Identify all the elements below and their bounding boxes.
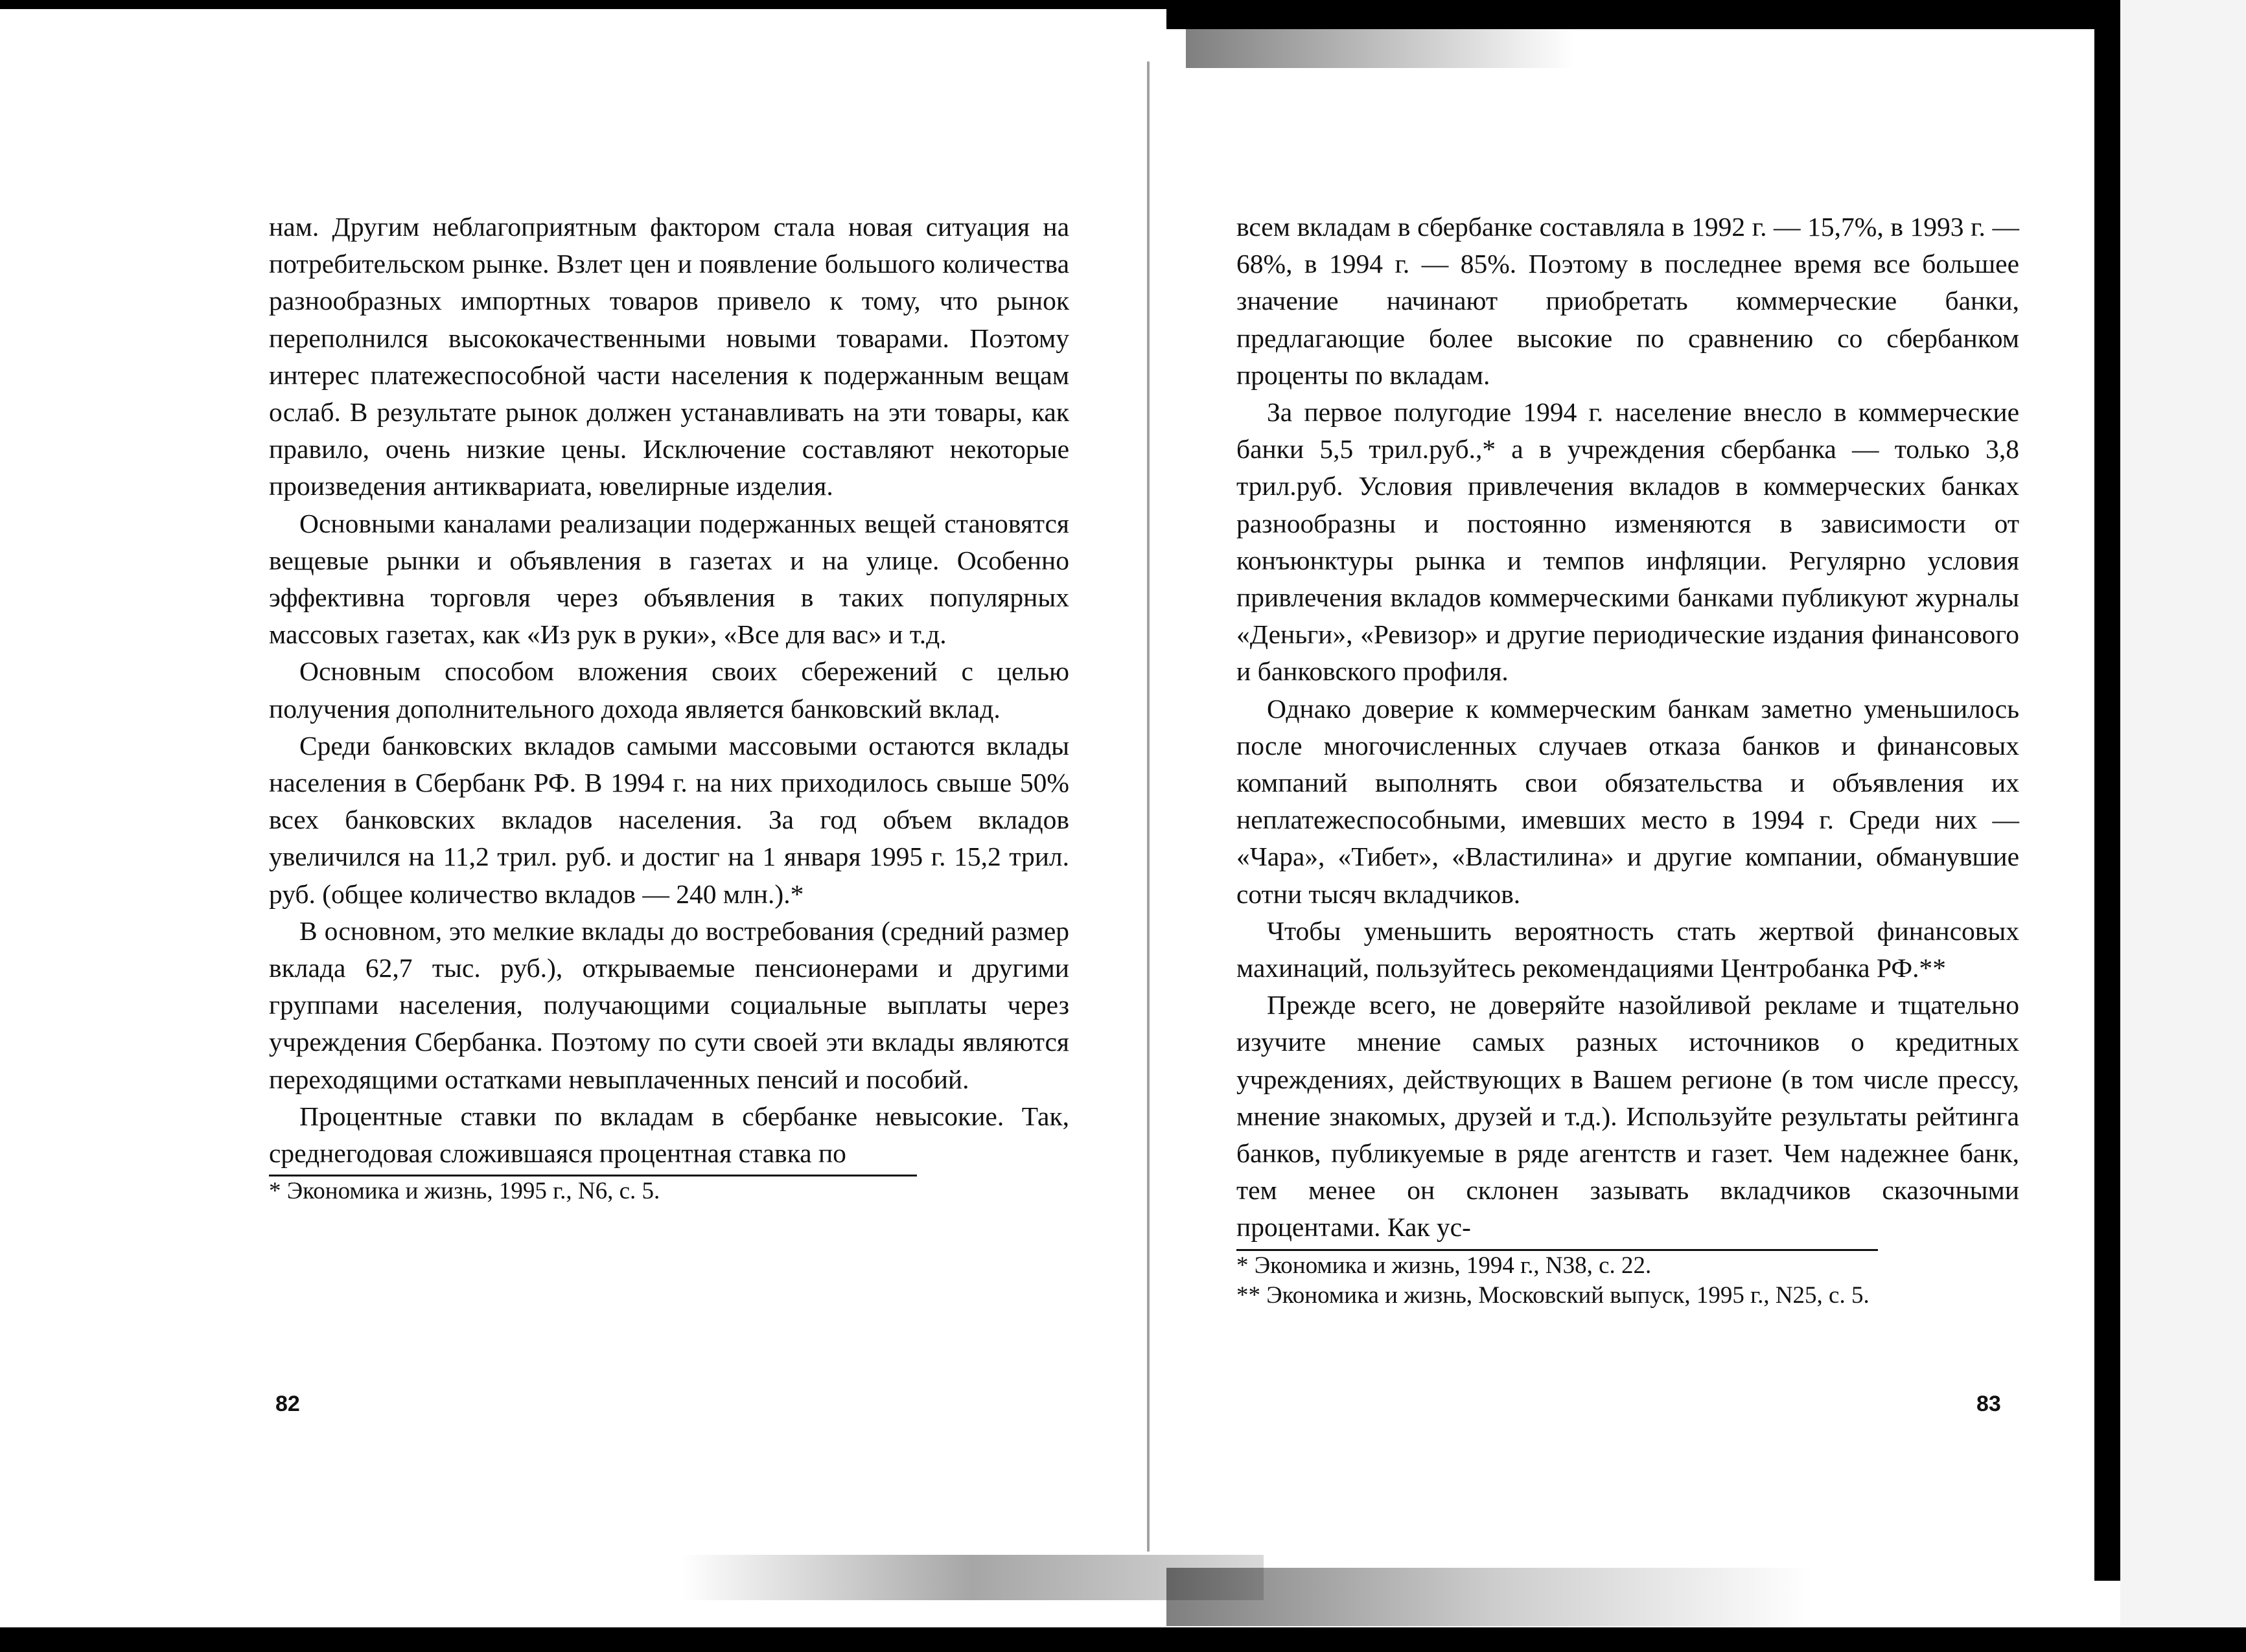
footnote: ** Экономика и жизнь, Московский выпуск, 1995 г., N25, с. 5. [1236,1281,1870,1309]
left-page-body [269,209,1069,1172]
page-number-left: 82 [275,1392,300,1416]
paragraph: В основном, это мелкие вклады до востребования (средний размер вклада 62,7 тыс. руб.), открываемые пенсионерами и другими группами населения, получающими социальные выплаты через учреждения Сбербанка. Поэтому по сути своей эти вклады являются переходящими остатками невыплаченных пенсий и пособий. [269,915,1069,1094]
paragraph: Чтобы уменьшить вероятность стать жертвой финансовых махинаций, пользуйтесь рекомендациями Центробанка РФ.** [1236,915,2019,983]
scan-border-bottom [0,1627,2246,1652]
left-footnotes [269,1176,1069,1206]
paragraph: Основным способом вложения своих сбережений с целью получения дополнительного дохода является банковский вклад. [269,656,1069,724]
paragraph: Среди банковских вкладов самыми массовыми остаются вклады населения в Сбербанк РФ. В 1994 г. на них приходилось свыше 50% всех банковских вкладов населения. За год объем вкладов увеличился на 11,2 трил. руб. и достиг на 1 января 1995 г. 15,2 трил. руб. (общее количество вкладов — 240 млн.).* [269,730,1069,909]
paragraph: Процентные ставки по вкладам в сбербанке невысокие. Так, среднегодовая сложившаяся процентная ставка по [269,1101,1069,1169]
book-gutter [1147,62,1150,1552]
paragraph: всем вкладам в сбербанке составляла в 1992 г. — 15,7%, в 1993 г. — 68%, в 1994 г. — 85%. Поэтому в последнее время все большее значение начинают приобретать коммерческие банки, предлагающие более высокие по сравнению со сбербанком проценты по вкладам. [1236,212,2019,390]
right-page [1236,209,2019,1311]
page-number-right: 83 [1976,1392,2001,1416]
scan-border-top [1166,0,2246,29]
paragraph: Прежде всего, не доверяйте назойливой рекламе и тщательно изучите мнение самых разных источников о кредитных учреждениях, действующих в Вашем регионе (в том числе прессу, мнение знакомых, друзей и т.д.). Используйте результаты рейтинга банков, публикуемые в ряде агентств и газет. Чем надежнее банк, тем менее он склонен зазывать вкладчиков сказочными процентами. Как ус- [1236,990,2019,1243]
footnote: * Экономика и жизнь, 1994 г., N38, с. 22. [1236,1252,1652,1279]
right-footnotes [1236,1251,2019,1311]
right-page-body [1236,209,2019,1246]
scan-border-top-left [0,0,1166,9]
footnote: * Экономика и жизнь, 1995 г., N6, с. 5. [269,1178,660,1205]
scan-border-right [2094,26,2120,1581]
paragraph: За первое полугодие 1994 г. население внесло в коммерческие банки 5,5 трил.руб.,* а в учреждения сбербанка — только 3,8 трил.руб. Условия привлечения вкладов в коммерческих банках разнообразны и постоянно изменяются в зависимости от конъюнктуры рынка и темпов инфляции. Регулярно условия привлечения вкладов коммерческими банками публикуют журналы «Деньги», «Ревизор» и другие периодические издания финансового и банковского профиля. [1236,397,2019,687]
scan-smudge-bottom-right [1166,1568,1814,1626]
paragraph: нам. Другим неблагоприятным фактором стала новая ситуация на потребительском рынке. Взлет цен и появление большого количества разнообразных импортных товаров привело к тому, что рынок переполнился высококачественными новыми товарами. Поэтому интерес платежеспособной части населения к подержанным вещам ослаб. В результате рынок должен устанавливать на эти товары, как правило, очень низкие цены. Исключение составляют некоторые произведения антиквариата, ювелирные изделия. [269,212,1069,501]
paragraph: Однако доверие к коммерческим банкам заметно уменьшилось после многочисленных случаев отказа банков и финансовых компаний выполнять свои обязательства и объявления их неплатежеспособными, имевших место в 1994 г. Среди них — «Чара», «Тибет», «Властилина» и другие компании, обманувшие сотни тысяч вкладчиков. [1236,693,2019,909]
scan-margin-right [2120,0,2246,1652]
paragraph: Основными каналами реализации подержанных вещей становятся вещевые рынки и объявления в газетах и на улице. Особенно эффективна торговля через объявления в таких популярных массовых газетах, как «Из рук в руки», «Все для вас» и т.д. [269,508,1069,650]
left-page [269,209,1069,1206]
scan-smudge-top [1186,29,1575,68]
